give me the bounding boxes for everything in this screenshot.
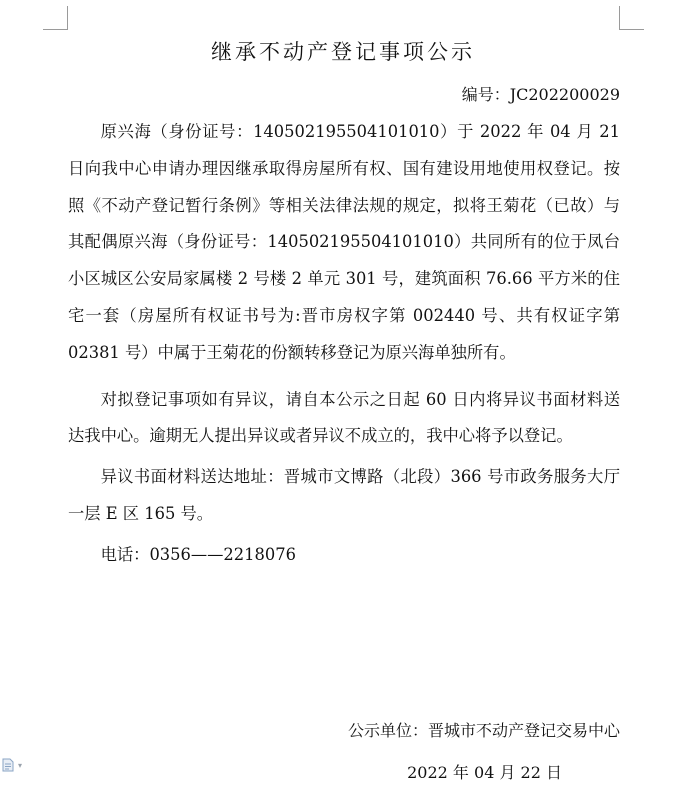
document-body [68,114,620,574]
paragraph-main: 原兴海（身份证号：140502195504101010）于 2022 年 04 月 21 日向我中心申请办理因继承取得房屋所有权、国有建设用地使用权登记。按照《不动产登记暂行条例》等相关法律法规的规定，拟将王菊花（已故）与其配偶原兴海（身份证号：140502195504101010）共同所有的位于凤台小区城区公安局家属楼 2 号楼 2 单元 301 号，建筑面积 76.66 平方米的住宅一套（房屋所有权证书号为:晋市房权字第 002440 号、共有权证字第 02381 号）中属于王菊花的份额转移登记为原兴海单独所有。 [68,122,620,362]
document-number: 编号：JC202200029 [461,85,620,104]
crop-mark-top-left-horizontal [43,29,68,30]
paragraph-phone: 电话：0356——2218076 [100,544,296,564]
issuer-signature: 公示单位：晋城市不动产登记交易中心 [347,721,620,740]
document-title: 继承不动产登记事项公示 [211,40,475,64]
paragraph-objection: 对拟登记事项如有异议，请自本公示之日起 60 日内将异议书面材料送达我中心。逾期无人提出异议或者异议不成立的，我中心将予以登记。 [68,389,620,446]
crop-mark-top-right-horizontal [619,29,644,30]
issue-date: 2022 年 04 月 22 日 [407,763,562,782]
paragraph-address: 异议书面材料送达地址：晋城市文博路（北段）366 号市政务服务大厅一层 E 区 165 号。 [68,467,620,523]
crop-mark-top-right-vertical [619,6,620,30]
chevron-down-icon[interactable]: ▾ [18,761,23,770]
document-icon[interactable] [2,757,16,773]
crop-mark-top-left-vertical [67,6,68,30]
